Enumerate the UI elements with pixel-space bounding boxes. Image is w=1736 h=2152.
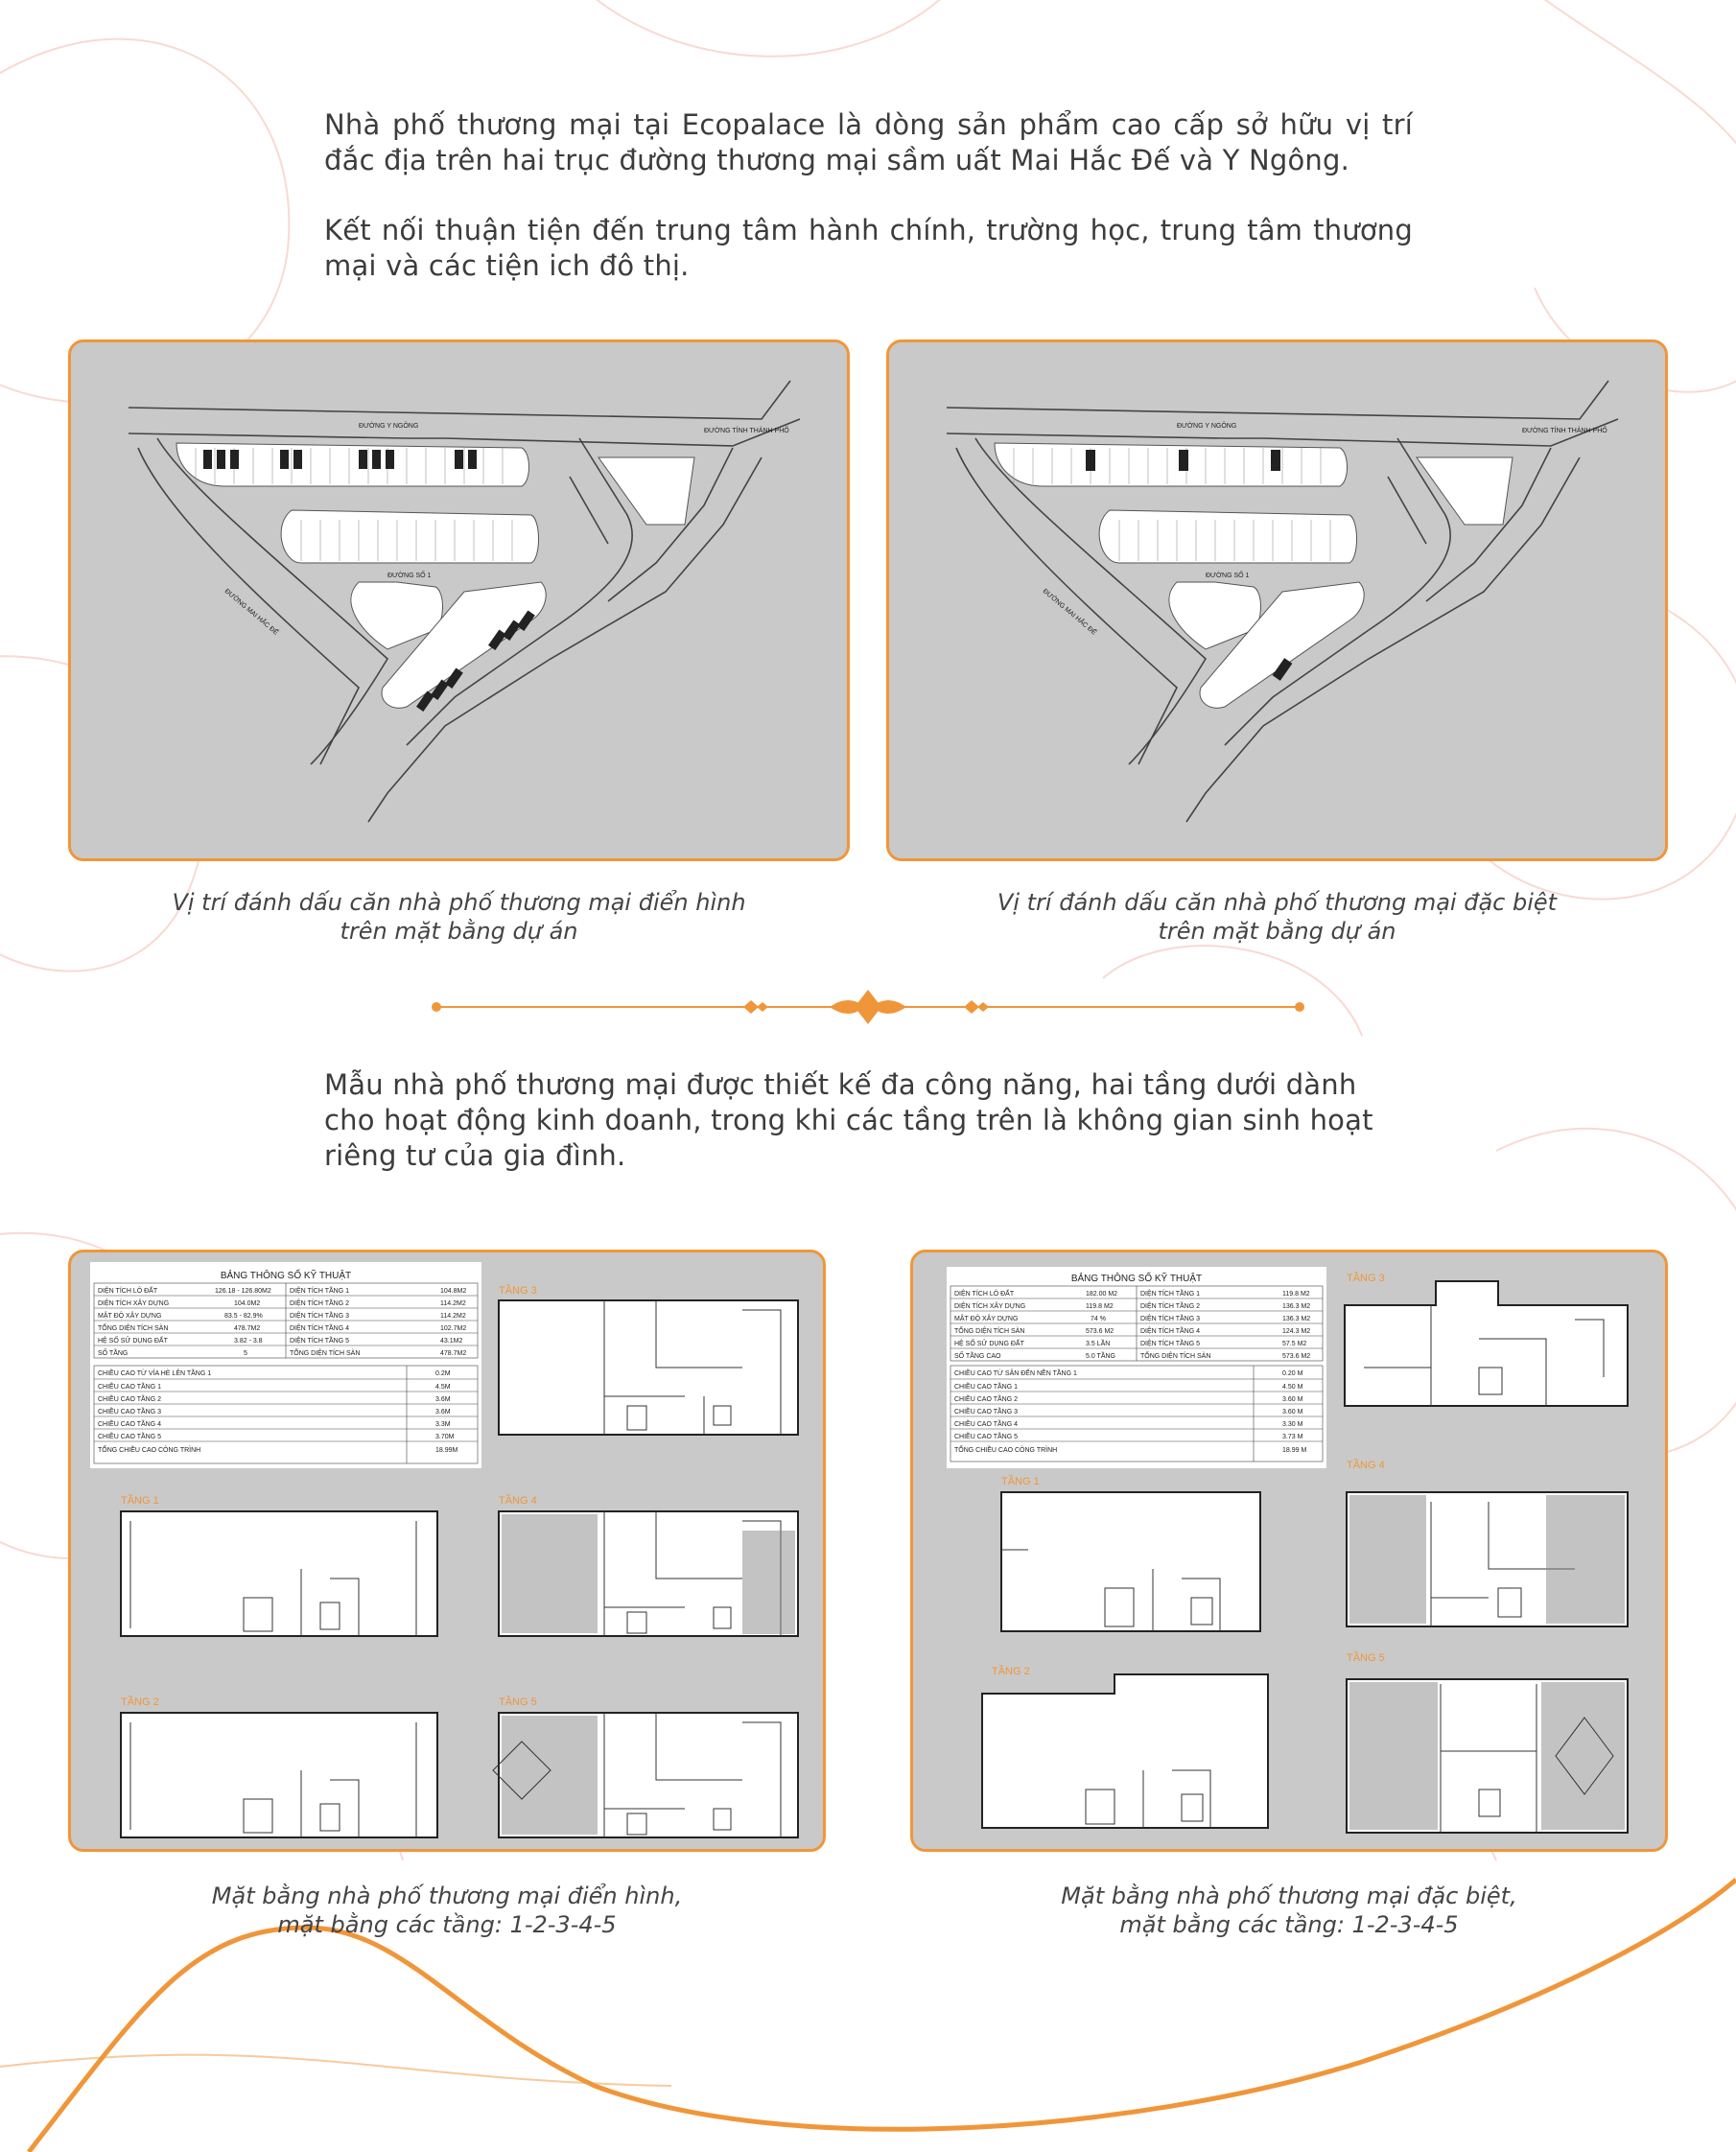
- spec-cell: 74 %: [1091, 1316, 1106, 1322]
- spec-cell: DIỆN TÍCH TẦNG 2: [1140, 1303, 1200, 1310]
- spec-cell: CHIỀU CAO TẦNG 5: [98, 1434, 161, 1440]
- floor-label-5: TẦNG 5: [499, 1696, 537, 1708]
- spec-cell: CHIỀU CAO TẦNG 4: [98, 1421, 161, 1428]
- spec-cell: CHIỀU CAO TẦNG 4: [954, 1421, 1018, 1428]
- spec-cell: 3.60 M: [1282, 1396, 1303, 1403]
- spec-cell: 124.3 M2: [1282, 1328, 1311, 1335]
- spec-cell: CHIỀU CAO TỪ VỈA HÈ LÊN TẦNG 1: [98, 1370, 212, 1377]
- caption-line: Mặt bằng nhà phố thương mại điển hình,: [211, 1883, 683, 1909]
- ornamental-divider: [427, 988, 1309, 1026]
- spec-cell: CHIỀU CAO TẦNG 1: [954, 1384, 1018, 1391]
- floor-2-drawing: [982, 1674, 1268, 1828]
- road-label-right: ĐƯỜNG TỈNH THÀNH PHỐ: [1522, 428, 1607, 434]
- road-label-inner: ĐƯỜNG SỐ 1: [387, 573, 432, 579]
- spec-cell: MẬT ĐỘ XÂY DỰNG: [954, 1316, 1019, 1322]
- spec-cell: 3.73 M: [1282, 1434, 1303, 1440]
- spec-cell: TỔNG DIỆN TÍCH SÀN: [954, 1328, 1025, 1335]
- spec-cell: 43.1M2: [440, 1338, 463, 1345]
- floor-plan-special-card: [910, 1250, 1668, 1852]
- spec-cell: 573.6 M2: [1086, 1328, 1114, 1335]
- floor-label-4: TẦNG 4: [1347, 1460, 1385, 1471]
- site-plan-special-caption: [886, 888, 1668, 946]
- road-label-inner: ĐƯỜNG SỐ 1: [1206, 573, 1250, 579]
- spec-cell: DIỆN TÍCH TẦNG 4: [1140, 1328, 1200, 1335]
- spec-cell: DIỆN TÍCH TẦNG 3: [1140, 1316, 1200, 1322]
- caption-line: trên mặt bằng dự án: [1158, 918, 1396, 945]
- spec-cell: 3.60 M: [1282, 1409, 1303, 1415]
- spec-cell: 104.0M2: [234, 1300, 261, 1307]
- spec-cell: 4.5M: [435, 1384, 451, 1391]
- spec-cell: 3.5 LẦN: [1086, 1341, 1111, 1347]
- floor-plan-special-caption: [910, 1882, 1668, 1939]
- spec-cell: TỔNG DIỆN TÍCH SÀN: [290, 1350, 361, 1357]
- spec-cell: CHIỀU CAO TỪ SÂN ĐẾN NỀN TẦNG 1: [954, 1370, 1077, 1377]
- spec-table-title: BẢNG THÔNG SỐ KỸ THUẬT: [220, 1271, 352, 1281]
- floor-3-drawing: [499, 1300, 798, 1435]
- spec-cell: 182.00 M2: [1086, 1291, 1118, 1298]
- spec-cell: CHIỀU CAO TẦNG 2: [954, 1396, 1018, 1403]
- road-label-right: ĐƯỜNG TỈNH THÀNH PHỐ: [704, 428, 789, 434]
- floor-label-2: TẦNG 2: [992, 1666, 1030, 1677]
- caption-line: mặt bằng các tầng: 1-2-3-4-5: [1119, 1911, 1459, 1938]
- spec-cell: 114.2M2: [440, 1313, 466, 1320]
- floor-label-3: TẦNG 3: [1347, 1273, 1385, 1284]
- spec-cell: 3.3M: [435, 1421, 451, 1428]
- spec-cell: CHIỀU CAO TẦNG 1: [98, 1384, 161, 1391]
- spec-cell: DIỆN TÍCH TẦNG 1: [290, 1288, 349, 1295]
- floor-plan-special: [913, 1252, 1665, 1849]
- spec-cell: 0.20 M: [1282, 1370, 1303, 1377]
- spec-cell: 119.8 M2: [1086, 1303, 1114, 1310]
- site-plan-special: [889, 342, 1665, 858]
- spec-cell: 114.2M2: [440, 1300, 466, 1307]
- spec-cell: 478.7M2: [440, 1350, 467, 1357]
- spec-cell: DIỆN TÍCH TẦNG 5: [1140, 1341, 1200, 1347]
- spec-table-title: BẢNG THÔNG SỐ KỸ THUẬT: [1070, 1274, 1203, 1284]
- spec-cell: MẬT ĐỘ XÂY DỰNG: [98, 1313, 162, 1320]
- spec-cell: DIỆN TÍCH LÔ ĐẤT: [98, 1288, 158, 1295]
- spec-cell: DIỆN TÍCH TẦNG 5: [290, 1338, 349, 1345]
- floor-label-1: TẦNG 1: [121, 1495, 159, 1507]
- road-label-top: ĐƯỜNG Y NGÔNG: [1177, 423, 1237, 430]
- site-plan-special-card: [886, 339, 1668, 861]
- site-plan-typical: [71, 342, 847, 858]
- floor-label-4: TẦNG 4: [499, 1495, 537, 1507]
- spec-cell: TỔNG DIỆN TÍCH SÀN: [98, 1325, 169, 1332]
- spec-cell: TỔNG CHIỀU CAO CÔNG TRÌNH: [98, 1447, 201, 1454]
- spec-cell: HỆ SỐ SỬ DỤNG ĐẤT: [954, 1341, 1024, 1347]
- caption-line: Vị trí đánh dấu căn nhà phố thương mại đặc biệt: [997, 889, 1558, 916]
- spec-cell: CHIỀU CAO TẦNG 3: [98, 1409, 161, 1415]
- spec-cell: TỔNG DIỆN TÍCH SÀN: [1140, 1353, 1211, 1360]
- description-paragraph: Mẫu nhà phố thương mại được thiết kế đa công năng, hai tầng dưới dành cho hoạt động kinh doanh, trong khi các tầng trên là không gian sinh hoạt riêng tư của gia đình.: [324, 1068, 1373, 1172]
- spec-cell: 573.6 M2: [1282, 1353, 1311, 1360]
- caption-line: Mặt bằng nhà phố thương mại đặc biệt,: [1061, 1883, 1517, 1909]
- spec-cell: 3.6M: [435, 1409, 451, 1415]
- spec-cell: 102.7M2: [440, 1325, 467, 1332]
- spec-cell: 57.5 M2: [1282, 1341, 1307, 1347]
- spec-cell: 3.30 M: [1282, 1421, 1303, 1428]
- floor-1-drawing: [1001, 1492, 1260, 1631]
- spec-cell: 18.99 M: [1282, 1447, 1307, 1454]
- spec-cell: DIỆN TÍCH TẦNG 3: [290, 1313, 349, 1320]
- spec-cell: 3.6M: [435, 1396, 451, 1403]
- floor-2-drawing: [121, 1713, 437, 1837]
- spec-cell: SỐ TẦNG: [98, 1350, 129, 1357]
- floor-plan-typical-caption: [68, 1882, 826, 1939]
- floor-label-2: TẦNG 2: [121, 1696, 159, 1708]
- spec-cell: CHIỀU CAO TẦNG 5: [954, 1434, 1018, 1440]
- spec-cell: 83.5 - 82.9%: [224, 1313, 263, 1320]
- spec-cell: 5: [244, 1350, 247, 1357]
- floor-plan-typical: [71, 1252, 823, 1849]
- floor-3-drawing: [1345, 1281, 1628, 1406]
- spec-cell: 126.18 - 126.80M2: [215, 1288, 271, 1295]
- floor-label-3: TẦNG 3: [499, 1285, 537, 1297]
- spec-cell: SỐ TẦNG CAO: [954, 1353, 1001, 1360]
- spec-cell: 4.50 M: [1282, 1384, 1303, 1391]
- spec-cell: DIỆN TÍCH LÔ ĐẤT: [954, 1291, 1015, 1298]
- spec-cell: 136.3 M2: [1282, 1316, 1311, 1322]
- spec-cell: TỔNG CHIỀU CAO CÔNG TRÌNH: [954, 1447, 1058, 1454]
- caption-line: trên mặt bằng dự án: [340, 918, 578, 945]
- intro-paragraph-2: Kết nối thuận tiện đến trung tâm hành chính, trường học, trung tâm thương mại và các tiện ich đô thị.: [324, 214, 1413, 282]
- spec-cell: 18.99M: [435, 1447, 458, 1454]
- floor-label-1: TẦNG 1: [1001, 1476, 1040, 1487]
- spec-cell: HỆ SỐ SỬ DỤNG ĐẤT: [98, 1338, 168, 1345]
- spec-cell: DIỆN TÍCH TẦNG 1: [1140, 1291, 1200, 1298]
- spec-cell: 119.8 M2: [1282, 1291, 1310, 1298]
- floor-label-5: TẦNG 5: [1347, 1652, 1385, 1664]
- spec-cell: 0.2M: [435, 1370, 451, 1377]
- spec-cell: 136.3 M2: [1282, 1303, 1311, 1310]
- spec-cell: DIỆN TÍCH TẦNG 4: [290, 1325, 349, 1332]
- spec-cell: 5.0 TẦNG: [1086, 1353, 1115, 1360]
- floor-plan-typical-card: [68, 1250, 826, 1852]
- spec-cell: CHIỀU CAO TẦNG 3: [954, 1409, 1018, 1415]
- caption-line: mặt bằng các tầng: 1-2-3-4-5: [277, 1911, 617, 1938]
- spec-cell: 3.82 - 3.8: [234, 1338, 263, 1345]
- spec-cell: DIỆN TÍCH XÂY DỰNG: [98, 1300, 170, 1307]
- road-label-left: ĐƯỜNG MAI HẮC ĐẾ: [223, 588, 280, 637]
- site-plan-typical-card: [68, 339, 850, 861]
- spec-cell: DIỆN TÍCH XÂY DỰNG: [954, 1303, 1026, 1310]
- road-label-top: ĐƯỜNG Y NGÔNG: [359, 423, 419, 430]
- site-plan-typical-caption: [68, 888, 850, 946]
- spec-cell: 104.8M2: [440, 1288, 467, 1295]
- spec-cell: DIỆN TÍCH TẦNG 2: [290, 1300, 349, 1307]
- spec-cell: CHIỀU CAO TẦNG 2: [98, 1396, 161, 1403]
- caption-line: Vị trí đánh dấu căn nhà phố thương mại điển hình: [172, 889, 746, 916]
- spec-cell: 3.70M: [435, 1434, 455, 1440]
- road-label-left: ĐƯỜNG MAI HẮC ĐẾ: [1041, 588, 1098, 637]
- floor-1-drawing: [121, 1511, 437, 1636]
- spec-cell: 478.7M2: [234, 1325, 261, 1332]
- intro-paragraph-1: Nhà phố thương mại tại Ecopalace là dòng sản phẩm cao cấp sở hữu vị trí đắc địa trên hai trục đường thương mại sầm uất Mai Hắc Đế và Y Ngông.: [324, 108, 1413, 176]
